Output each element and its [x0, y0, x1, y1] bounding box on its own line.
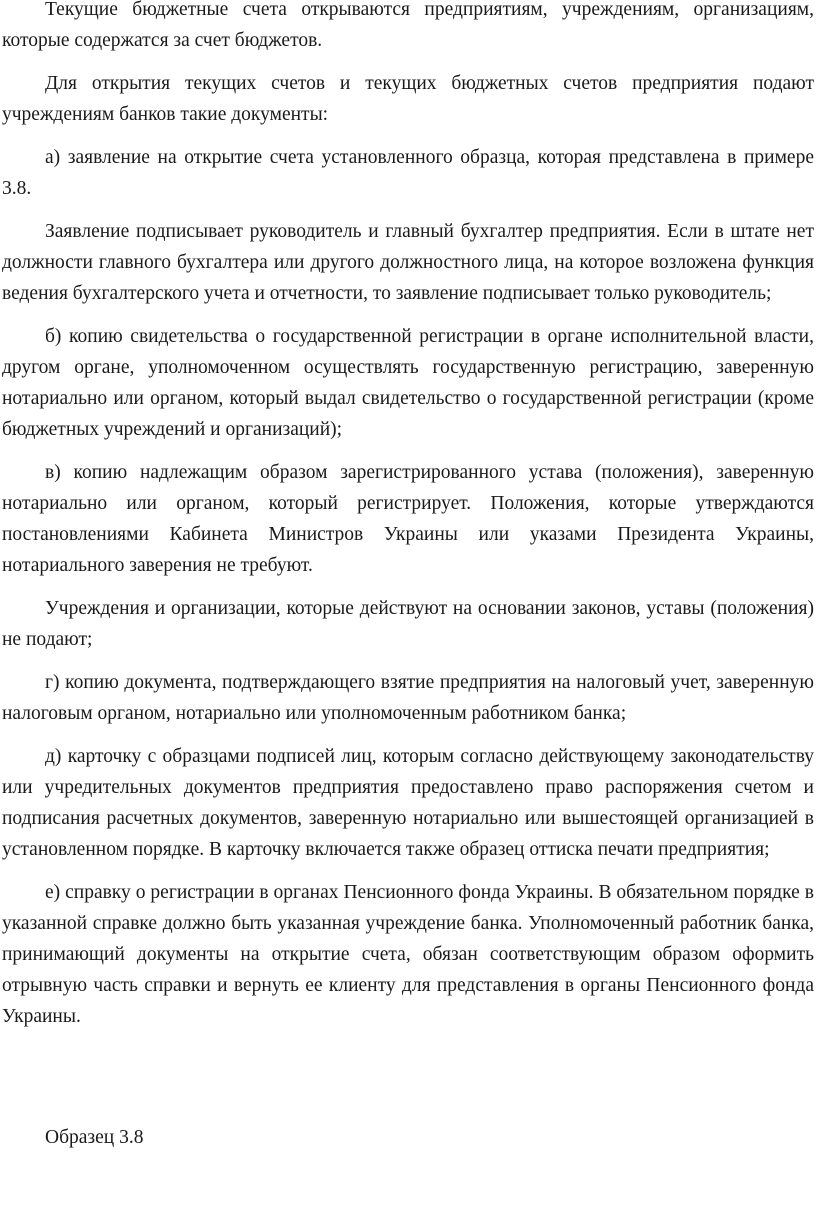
- sample-label: Образец 3.8: [45, 1127, 144, 1148]
- paragraph-item-d: д) карточку с образцами подписей лиц, которым согласно действующему законодательству или учредительных документов предприятия предоставлено право распоряжения счетом и подписания расчетных документов, заверенную нотариально или вышестоящей организацией в установленном порядке. В карточку включается также образец оттиска печати предприятия;: [2, 746, 814, 860]
- paragraph-item-v: в) копию надлежащим образом зарегистрированного устава (положения), заверенную нотариально или органом, который регистрирует. Положения, которые утверждаются постановлениями Кабинета Министров Украины или указами Президента Украины, нотариального заверения не требуют.: [2, 462, 814, 576]
- paragraph-documents-intro: Для открытия текущих счетов и текущих бюджетных счетов предприятия подают учреждениям банков такие документы:: [2, 73, 814, 125]
- paragraph-signatures: Заявление подписывает руководитель и главный бухгалтер предприятия. Если в штате нет должности главного бухгалтера или другого должностного лица, на которое возложена функция ведения бухгалтерского учета и отчетности, то заявление подписывает только руководитель;: [2, 221, 814, 304]
- paragraph-item-a: а) заявление на открытие счета установленного образца, которая представлена в примере 3.8.: [2, 147, 814, 199]
- paragraph-institutions: Учреждения и организации, которые действуют на основании законов, уставы (положения) не подают;: [2, 598, 814, 650]
- paragraph-item-g: г) копию документа, подтверждающего взятие предприятия на налоговый учет, заверенную налоговым органом, нотариально или уполномоченным работником банка;: [2, 672, 814, 724]
- paragraph-budget-accounts: Текущие бюджетные счета открываются предприятиям, учреждениям, организациям, которые содержатся за счет бюджетов.: [2, 0, 814, 51]
- paragraph-item-e: е) справку о регистрации в органах Пенсионного фонда Украины. В обязательном порядке в указанной справке должно быть указанная учреждение банка. Уполномоченный работник банка, принимающий документы на открытие счета, обязан соответствующим образом оформить отрывную часть справки и вернуть ее клиенту для представления в органы Пенсионного фонда Украины.: [2, 882, 814, 1027]
- paragraph-item-b: б) копию свидетельства о государственной регистрации в органе исполнительной власти, другом органе, уполномоченном осуществлять государственную регистрацию, заверенную нотариально или органом, который выдал свидетельство о государственной регистрации (кроме бюджетных учреждений и организаций);: [2, 326, 814, 440]
